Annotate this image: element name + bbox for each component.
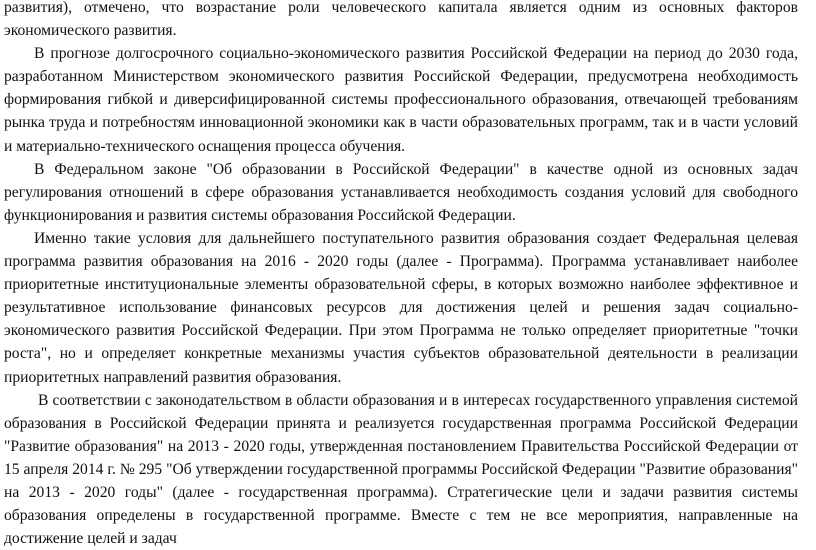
- document-body: [4, 0, 798, 550]
- paragraph-4: Именно такие условия для дальнейшего поступательного развития образования создает Федеральная целевая программа развития образования на 2016 - 2020 годы (далее - Программа). Программа устанавливает наиболее приоритетные институциональные элементы образовательной сферы, в которых возможно наиболее эффективное и результативное использование финансовых ресурсов для достижения целей и решения задач социально-экономического развития Российской Федерации. При этом Программа не только определяет приоритетные "точки роста", но и определяет конкретные механизмы участия субъектов образовательной деятельности в реализации приоритетных направлений развития образования.: [4, 229, 798, 386]
- paragraph-1: развития), отмечено, что возрастание роли человеческого капитала является одним из основных факторов экономического развития.: [4, 0, 798, 40]
- paragraph-5: В соответствии с законодательством в области образования и в интересах государственного управления системой образования в Российской Федерации принята и реализуется государственная программа Российской Федерации "Развитие образования" на 2013 - 2020 годы, утвержденная постановлением Правительства Российской Федерации от 15 апреля 2014 г. № 295 "Об утверждении государственной программы Российской Федерации "Развитие образования" на 2013 - 2020 годы" (далее - государственная программа). Стратегические цели и задачи развития системы образования определены в государственной программе. Вместе с тем не все мероприятия, направленные на достижение целей и задач: [4, 391, 798, 548]
- paragraph-2: В прогнозе долгосрочного социально-экономического развития Российской Федерации на период до 2030 года, разработанном Министерством экономического развития Российской Федерации, предусмотрена необходимость формирования гибкой и диверсифицированной системы профессионального образования, отвечающей требованиям рынка труда и потребностям инновационной экономики как в части образовательных программ, так и в части условий и материально-технического оснащения процесса обучения.: [4, 45, 798, 155]
- paragraph-3: В Федеральном законе "Об образовании в Российской Федерации" в качестве одной из основных задач регулирования отношений в сфере образования устанавливается необходимость создания условий для свободного функционирования и развития системы образования Российской Федерации.: [4, 160, 798, 224]
